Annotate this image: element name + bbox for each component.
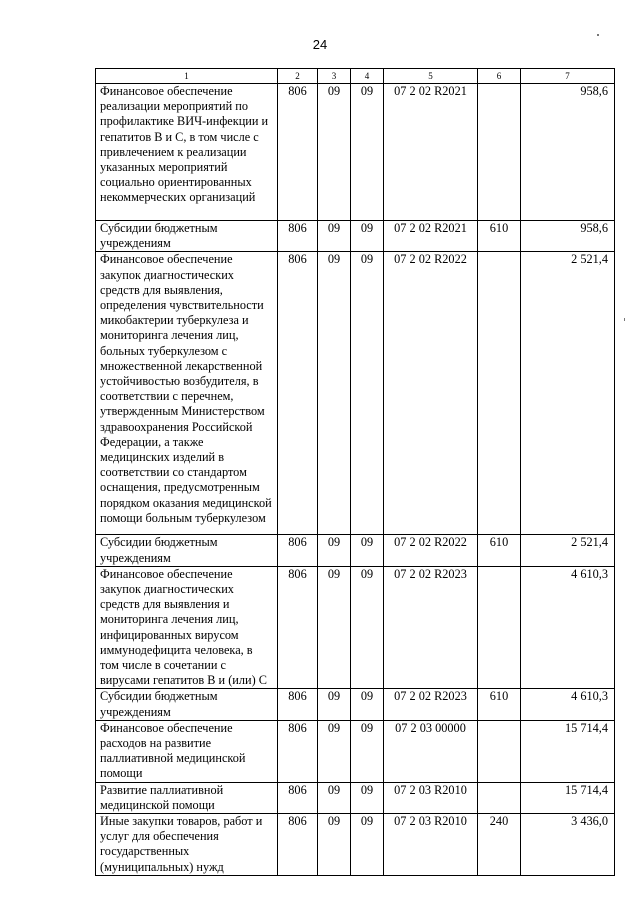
row-code-6: 610: [478, 221, 521, 252]
header-col-4: 4: [351, 69, 384, 84]
row-code-3: 09: [318, 689, 351, 720]
row-name: Субсидии бюджетным учреждениям: [96, 689, 278, 720]
row-code-5: 07 2 02 R2022: [384, 252, 478, 535]
table-row: [96, 221, 615, 252]
row-name: Субсидии бюджетным учреждениям: [96, 535, 278, 566]
row-code-3: 09: [318, 221, 351, 252]
row-code-3: 09: [318, 535, 351, 566]
row-code-4: 09: [351, 535, 384, 566]
table-row: [96, 720, 615, 782]
row-code-2: 806: [278, 689, 318, 720]
header-col-1: 1: [96, 69, 278, 84]
row-code-4: 09: [351, 814, 384, 876]
row-code-3: 09: [318, 814, 351, 876]
row-code-3: 09: [318, 84, 351, 221]
row-code-2: 806: [278, 782, 318, 813]
budget-table: [95, 68, 615, 876]
row-code-5: 07 2 03 00000: [384, 720, 478, 782]
row-code-4: 09: [351, 221, 384, 252]
row-code-4: 09: [351, 720, 384, 782]
row-name: Финансовое обеспечение реализации мероприятий по профилактике ВИЧ-инфекции и гепатитов В и С, в том числе с привлечением к реализации указанных мероприятий социально ориентированных некоммерческих организаций: [96, 84, 278, 221]
header-col-6: 6: [478, 69, 521, 84]
scan-speck: [624, 318, 625, 321]
row-amount: 2 521,4: [521, 535, 615, 566]
row-name: Финансовое обеспечение расходов на развитие паллиативной медицинской помощи: [96, 720, 278, 782]
row-code-2: 806: [278, 84, 318, 221]
header-col-5: 5: [384, 69, 478, 84]
row-code-6: [478, 84, 521, 221]
row-code-6: [478, 252, 521, 535]
row-code-2: 806: [278, 535, 318, 566]
row-code-6: 610: [478, 535, 521, 566]
table-row: [96, 252, 615, 535]
row-code-6: 240: [478, 814, 521, 876]
row-name: Субсидии бюджетным учреждениям: [96, 221, 278, 252]
row-code-5: 07 2 02 R2022: [384, 535, 478, 566]
table-row: [96, 689, 615, 720]
row-amount: 2 521,4: [521, 252, 615, 535]
row-code-4: 09: [351, 252, 384, 535]
header-col-2: 2: [278, 69, 318, 84]
page-number: 24: [312, 37, 328, 52]
row-code-6: [478, 782, 521, 813]
row-code-5: 07 2 02 R2021: [384, 221, 478, 252]
row-amount: 958,6: [521, 221, 615, 252]
row-code-4: 09: [351, 689, 384, 720]
row-amount: 4 610,3: [521, 566, 615, 689]
row-code-4: 09: [351, 84, 384, 221]
header-col-7: 7: [521, 69, 615, 84]
row-code-2: 806: [278, 720, 318, 782]
row-amount: 4 610,3: [521, 689, 615, 720]
row-code-2: 806: [278, 566, 318, 689]
table-row: [96, 566, 615, 689]
table-row: [96, 84, 615, 221]
row-name: Финансовое обеспечение закупок диагностических средств для выявления и мониторинга лечения лиц, инфицированных вирусом иммунодефицита человека, в том числе в сочетании с вирусами гепатитов В и (или) С: [96, 566, 278, 689]
row-code-2: 806: [278, 221, 318, 252]
row-code-3: 09: [318, 720, 351, 782]
row-code-2: 806: [278, 814, 318, 876]
row-name: Развитие паллиативной медицинской помощи: [96, 782, 278, 813]
header-col-3: 3: [318, 69, 351, 84]
table-row: [96, 535, 615, 566]
row-code-3: 09: [318, 252, 351, 535]
row-code-6: [478, 720, 521, 782]
row-code-5: 07 2 02 R2021: [384, 84, 478, 221]
row-code-3: 09: [318, 782, 351, 813]
row-code-5: 07 2 03 R2010: [384, 814, 478, 876]
row-code-5: 07 2 03 R2010: [384, 782, 478, 813]
row-code-5: 07 2 02 R2023: [384, 566, 478, 689]
row-amount: 15 714,4: [521, 720, 615, 782]
row-code-2: 806: [278, 252, 318, 535]
row-code-4: 09: [351, 566, 384, 689]
scan-speck: [597, 34, 599, 36]
table-row: [96, 814, 615, 876]
row-code-6: 610: [478, 689, 521, 720]
row-code-3: 09: [318, 566, 351, 689]
row-code-6: [478, 566, 521, 689]
table-header-row: [96, 69, 615, 84]
row-code-5: 07 2 02 R2023: [384, 689, 478, 720]
row-amount: 15 714,4: [521, 782, 615, 813]
row-amount: 958,6: [521, 84, 615, 221]
row-name: Иные закупки товаров, работ и услуг для обеспечения государственных (муниципальных) нужд: [96, 814, 278, 876]
row-amount: 3 436,0: [521, 814, 615, 876]
row-code-4: 09: [351, 782, 384, 813]
row-name: Финансовое обеспечение закупок диагностических средств для выявления, определения чувствительности микобактерии туберкулеза и мониторинга лечения лиц, больных туберкулезом с множественной лекарственной устойчивостью возбудителя, в соответствии с перечнем, утвержденным Министерством здравоохранения Российской Федерации, а также медицинских изделий в соответствии со стандартом оснащения, предусмотренным порядком оказания медицинской помощи больным туберкулезом: [96, 252, 278, 535]
table-row: [96, 782, 615, 813]
